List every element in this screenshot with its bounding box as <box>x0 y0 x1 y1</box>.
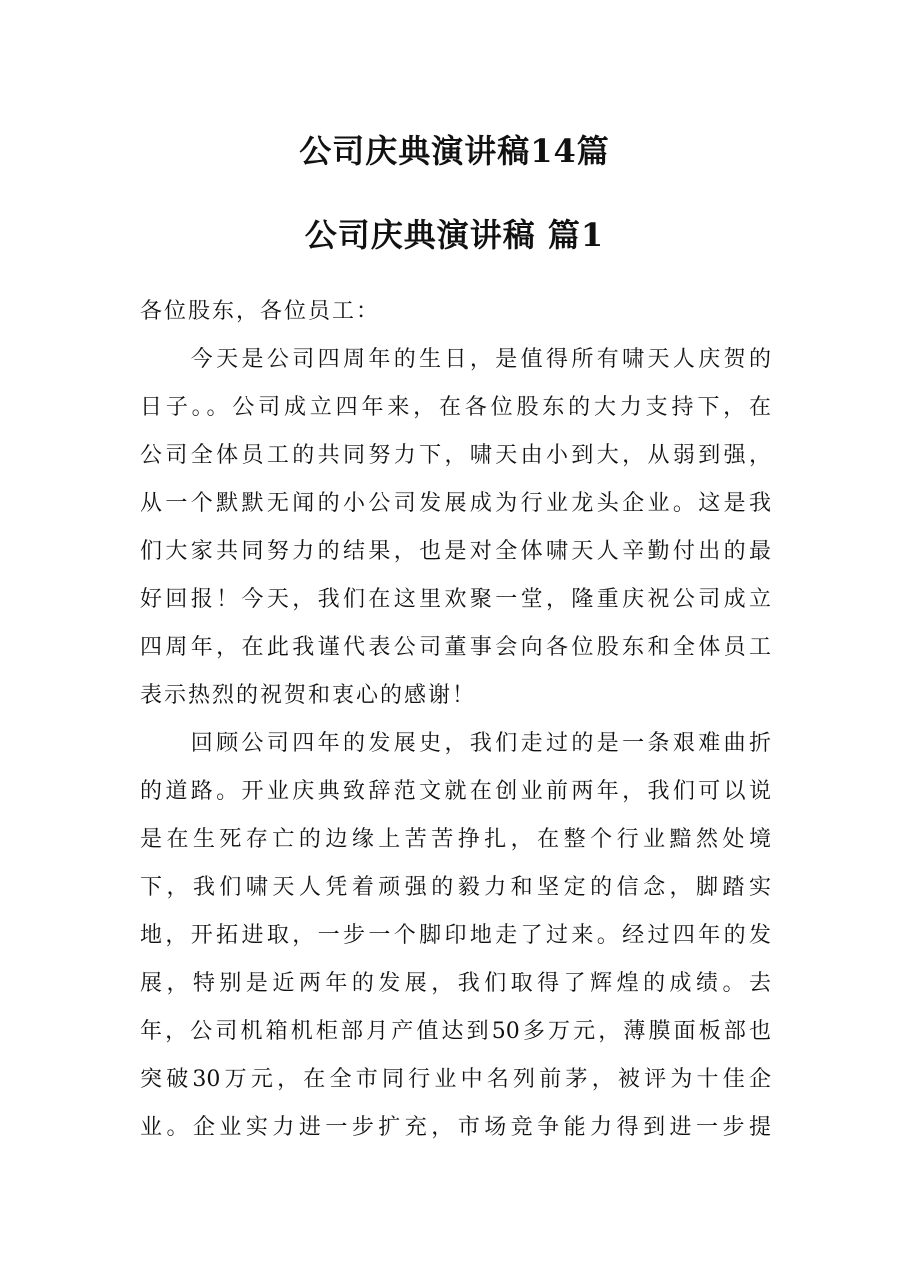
text-line: 下，我们啸天人凭着顽强的毅力和坚定的信念，脚踏实 <box>140 875 771 900</box>
text-line: 年，公司机箱机柜部月产值达到50多万元，薄膜面板部也 <box>140 1019 771 1044</box>
text-line: 从一个默默无闻的小公司发展成为行业龙头企业。这是我 <box>140 491 771 516</box>
text-line: 今天是公司四周年的生日，是值得所有啸天人庆贺的 <box>140 347 771 372</box>
text-line: 地，开拓进取，一步一个脚印地走了过来。经过四年的发 <box>140 923 771 948</box>
text-line: 公司全体员工的共同努力下，啸天由小到大，从弱到强， <box>140 443 771 468</box>
document-subtitle: 公司庆典演讲稿 篇1 <box>304 216 605 254</box>
text-line: 业。企业实力进一步扩充，市场竞争能力得到进一步提 <box>140 1115 771 1140</box>
text-line: 表示热烈的祝贺和衷心的感谢！ <box>140 683 477 708</box>
document-title: 公司庆典演讲稿14篇 <box>299 132 610 170</box>
text-line: 们大家共同努力的结果，也是对全体啸天人辛勤付出的最 <box>140 539 771 564</box>
text-line: 好回报！今天，我们在这里欢聚一堂，隆重庆祝公司成立 <box>140 587 771 612</box>
text-line: 四周年，在此我谨代表公司董事会向各位股东和全体员工 <box>140 635 771 660</box>
text-line: 突破30万元，在全市同行业中名列前茅，被评为十佳企 <box>140 1067 771 1092</box>
text-line: 的道路。开业庆典致辞范文就在创业前两年，我们可以说 <box>140 779 771 804</box>
text-line: 各位股东，各位员工： <box>140 299 381 324</box>
text-line: 回顾公司四年的发展史，我们走过的是一条艰难曲折 <box>140 731 771 756</box>
text-line: 展，特别是近两年的发展，我们取得了辉煌的成绩。去 <box>140 971 771 996</box>
text-line: 日子。。公司成立四年来，在各位股东的大力支持下，在 <box>140 395 771 420</box>
text-line: 是在生死存亡的边缘上苦苦挣扎，在整个行业黯然处境 <box>140 827 771 852</box>
